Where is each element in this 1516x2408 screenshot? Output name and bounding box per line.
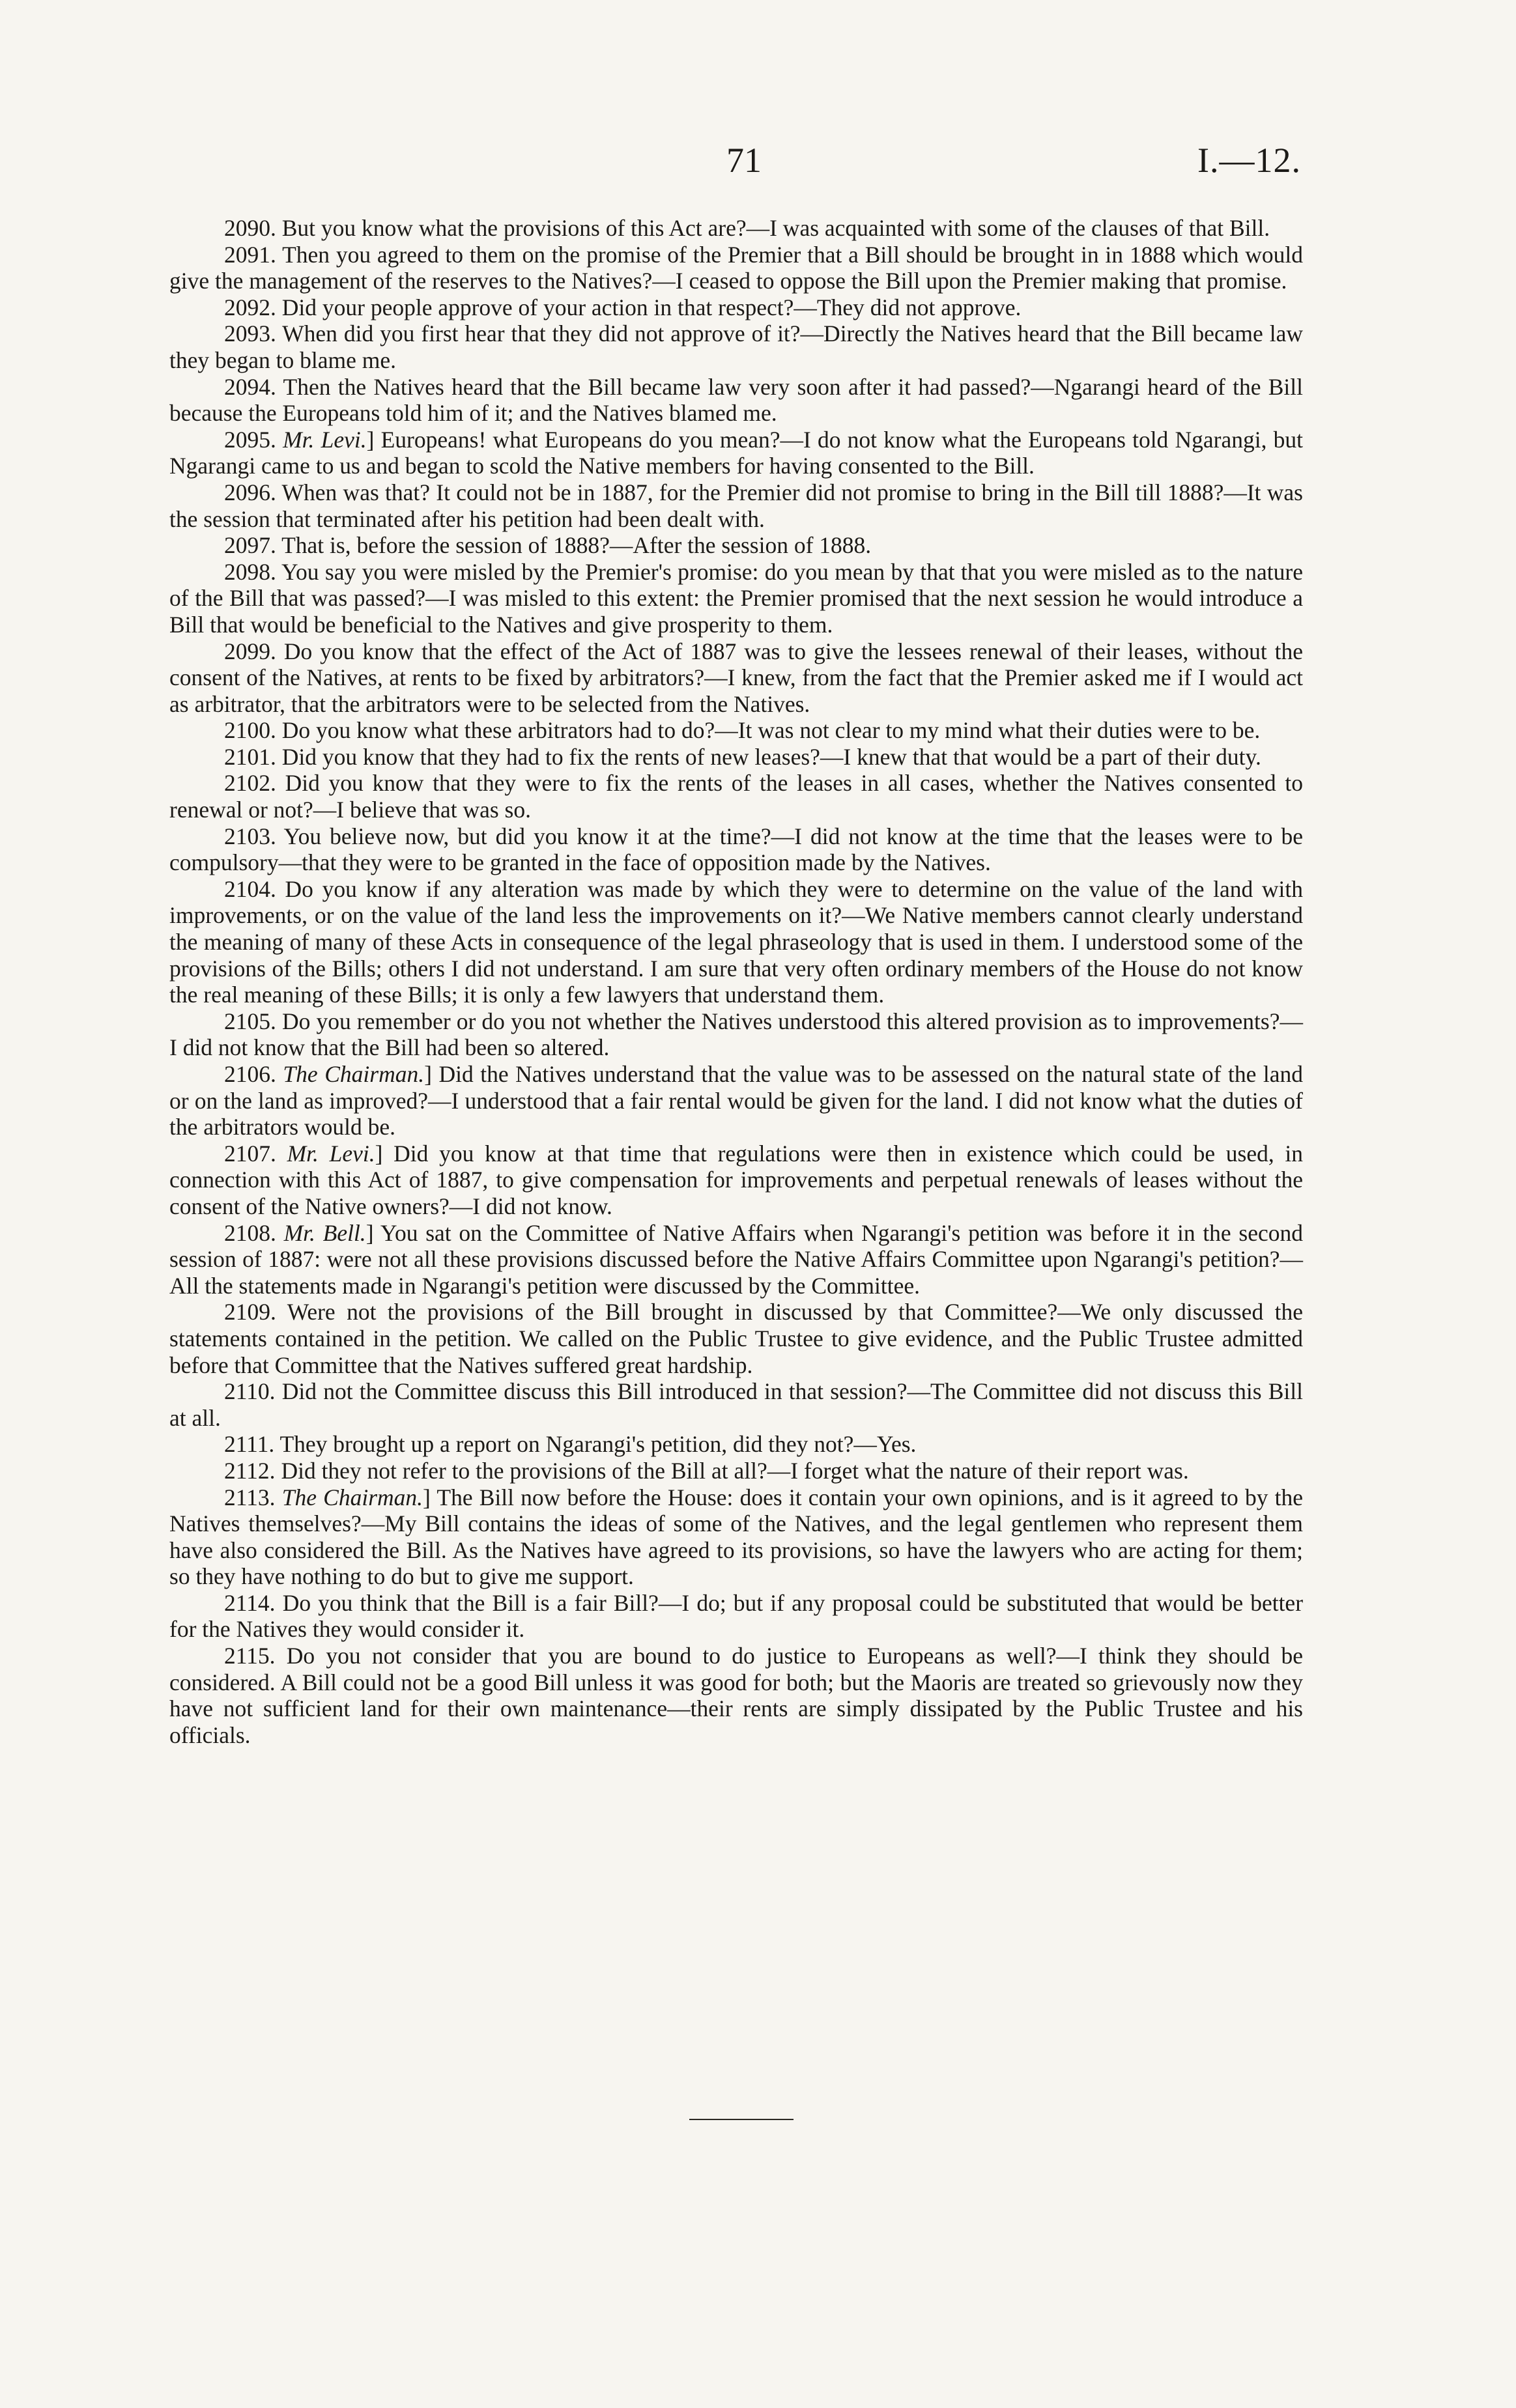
testimony-paragraph xyxy=(169,1458,1303,1484)
testimony-paragraph xyxy=(169,1590,1303,1643)
testimony-paragraph xyxy=(169,1220,1303,1299)
question-answer-text: You say you were misled by the Premier's promise: do you mean by that that you were misled as to the nature of the Bill that was passed?—I was misled to this extent: the Premier promised that the next session he would introduce a Bill that would be beneficial to the Natives and give prosperity to them. xyxy=(169,558,1303,638)
page-number: 71 xyxy=(726,141,762,180)
testimony-paragraph xyxy=(169,374,1303,427)
question-number: 2095. xyxy=(224,426,276,453)
question-number: 2098. xyxy=(224,558,276,585)
testimony-paragraph xyxy=(169,770,1303,823)
question-answer-text: Were not the provisions of the Bill brought in discussed by that Committee?—We only discussed the statements contained in the petition. We called on the Public Trustee to give evidence, and the Public Trustee admitted before that Committee that the Natives suffered great hardship. xyxy=(169,1299,1304,1378)
question-number: 2113. xyxy=(224,1484,276,1510)
question-answer-text: Do you remember or do you not whether the Natives understood this altered provision as to improvements?—I did not know that the Bill had been so altered. xyxy=(169,1008,1303,1061)
testimony-paragraph xyxy=(169,1643,1303,1748)
question-number: 2108. xyxy=(224,1219,276,1246)
question-number: 2092. xyxy=(224,294,276,320)
document-reference: I.—12. xyxy=(1197,141,1301,180)
question-number: 2097. xyxy=(224,532,276,559)
question-number: 2101. xyxy=(224,743,276,770)
question-number: 2103. xyxy=(224,823,276,849)
speaker-name: Mr. Levi. xyxy=(287,1140,375,1167)
question-number: 2110. xyxy=(224,1378,276,1405)
question-number: 2094. xyxy=(224,373,276,400)
question-number: 2090. xyxy=(224,215,276,241)
question-answer-text: Do you think that the Bill is a fair Bill?—I do; but if any proposal could be substituted that would be better for the Natives they would consider it. xyxy=(169,1589,1304,1643)
question-answer-text: Did you know at that time that regulations were then in existence which could be used, in connection with this Act of 1887, to give compensation for improvements and perpetual renewals of leases without the consent of the Native owners?—I did not know. xyxy=(169,1140,1304,1219)
testimony-paragraph xyxy=(169,1008,1303,1061)
closing-rule xyxy=(689,2119,794,2120)
testimony-paragraph xyxy=(169,1061,1303,1140)
question-answer-text: Do you know what these arbitrators had to do?—It was not clear to my mind what their duties were to be. xyxy=(281,717,1261,744)
testimony-paragraph xyxy=(169,320,1303,373)
question-number: 2099. xyxy=(224,638,276,664)
testimony-paragraph xyxy=(169,242,1303,294)
question-answer-text: When was that? It could not be in 1887, for the Premier did not promise to bring in the Bill till 1888?—It was the session that terminated after his petition had been dealt with. xyxy=(169,479,1304,532)
question-number: 2114. xyxy=(224,1589,276,1616)
speaker-name: Mr. Bell. xyxy=(283,1219,366,1246)
page-header xyxy=(0,140,1516,186)
testimony-paragraph xyxy=(169,744,1303,771)
testimony-paragraph xyxy=(169,717,1303,744)
question-answer-text: Then the Natives heard that the Bill became law very soon after it had passed?—Ngarangi heard of the Bill because the Europeans told him of it; and the Natives blamed me. xyxy=(169,373,1304,427)
testimony-paragraph xyxy=(169,1140,1303,1220)
question-answer-text: You sat on the Committee of Native Affairs when Ngarangi's petition was before it in the second session of 1887: were not all these provisions discussed before the Native Affairs Committee upon Ngarangi's petition?—All the statements made in Ngarangi's petition were discussed by the Committee. xyxy=(169,1219,1303,1299)
testimony-paragraph xyxy=(169,1484,1303,1590)
testimony-paragraph xyxy=(169,479,1303,532)
question-answer-text: Europeans! what Europeans do you mean?—I do not know what the Europeans told Ngarangi, but Ngarangi came to us and began to scold the Native members for having consented to the Bill. xyxy=(169,426,1304,479)
testimony-text xyxy=(169,215,1303,1748)
question-number: 2107. xyxy=(224,1140,276,1167)
question-number: 2115. xyxy=(224,1643,276,1669)
question-number: 2093. xyxy=(224,320,276,347)
testimony-paragraph xyxy=(169,427,1303,479)
question-answer-text: You believe now, but did you know it at the time?—I did not know at the time that the leases were to be compulsory—that they were to be granted in the face of opposition made by the Natives. xyxy=(169,823,1303,876)
question-answer-text: They brought up a report on Ngarangi's petition, did they not?—Yes. xyxy=(279,1431,917,1458)
question-answer-text: Did the Natives understand that the value was to be assessed on the natural state of the land or on the land as improved?—I understood that a fair rental would be given for the land. I did not know what the duties of the arbitrators would be. xyxy=(169,1061,1304,1140)
question-answer-text: Do you know that the effect of the Act of 1887 was to give the lessees renewal of their leases, without the consent of the Natives, at rents to be fixed by arbitrators?—I knew, from the fact that the Premier asked me if I would act as arbitrator, that the arbitrators were to be selected from the Natives. xyxy=(169,638,1304,717)
question-answer-text: Did you know that they had to fix the rents of new leases?—I knew that that would be a part of their duty. xyxy=(281,743,1261,770)
speaker-bracket: ] xyxy=(424,1061,432,1087)
question-number: 2091. xyxy=(224,241,276,268)
testimony-paragraph xyxy=(169,876,1303,1008)
question-number: 2102. xyxy=(224,770,276,797)
question-answer-text: Do you not consider that you are bound to do justice to Europeans as well?—I think they should be considered. A Bill could not be a good Bill unless it was good for both; but the Maoris are treated so grievously now they have not sufficient land for their own maintenance—their rents are simply dissipated by the Public Trustee and his officials. xyxy=(169,1643,1303,1748)
speaker-name: The Chairman. xyxy=(283,1061,425,1087)
question-number: 2100. xyxy=(224,717,276,744)
speaker-bracket: ] xyxy=(366,426,375,453)
testimony-paragraph xyxy=(169,1299,1303,1378)
question-answer-text: The Bill now before the House: does it contain your own opinions, and is it agreed to by the Natives themselves?—My Bill contains the ideas of some of the Natives, and the legal gentlemen who represent them have also considered the Bill. As the Natives have agreed to its provisions, so have the lawyers who are acting for them; so they have nothing to do but to give me support. xyxy=(169,1484,1304,1590)
question-answer-text: Then you agreed to them on the promise of the Premier that a Bill should be brought in in 1888 which would give the management of the reserves to the Natives?—I ceased to oppose the Bill upon the Premier making that promise. xyxy=(169,241,1303,294)
testimony-paragraph xyxy=(169,215,1303,242)
question-number: 2096. xyxy=(224,479,276,505)
testimony-paragraph xyxy=(169,638,1303,718)
testimony-paragraph xyxy=(169,559,1303,638)
speaker-name: The Chairman. xyxy=(281,1484,423,1510)
question-answer-text: That is, before the session of 1888?—After the session of 1888. xyxy=(281,532,872,559)
speaker-bracket: ] xyxy=(423,1484,431,1510)
question-answer-text: Did your people approve of your action in that respect?—They did not approve. xyxy=(281,294,1022,320)
testimony-paragraph xyxy=(169,532,1303,559)
question-number: 2111. xyxy=(224,1431,275,1458)
speaker-name: Mr. Levi. xyxy=(283,426,367,453)
speaker-bracket: ] xyxy=(365,1219,374,1246)
question-number: 2104. xyxy=(224,875,276,902)
speaker-bracket: ] xyxy=(375,1140,383,1167)
testimony-paragraph xyxy=(169,1378,1303,1431)
question-answer-text: Did they not refer to the provisions of the Bill at all?—I forget what the nature of their report was. xyxy=(281,1457,1189,1484)
question-answer-text: When did you first hear that they did not approve of it?—Directly the Natives heard that the Bill became law they began to blame me. xyxy=(169,320,1303,373)
testimony-paragraph xyxy=(169,1431,1303,1458)
testimony-paragraph xyxy=(169,294,1303,321)
testimony-paragraph xyxy=(169,823,1303,876)
question-answer-text: But you know what the provisions of this Act are?—I was acquainted with some of the clauses of that Bill. xyxy=(281,215,1270,241)
question-number: 2112. xyxy=(224,1457,276,1484)
question-number: 2105. xyxy=(224,1008,276,1034)
question-number: 2106. xyxy=(224,1061,276,1087)
question-answer-text: Do you know if any alteration was made by which they were to determine on the value of the land with improvements, or on the value of the land less the improvements on it?—We Native members cannot clearly understand the meaning of many of these Acts in consequence of the legal phraseology that is used in them. I understood some of the provisions of the Bills; others I did not understand. I am sure that very often ordinary members of the House do not know the real meaning of these Bills; it is only a few lawyers that understand them. xyxy=(169,875,1304,1008)
question-answer-text: Did not the Committee discuss this Bill introduced in that session?—The Committee did not discuss this Bill at all. xyxy=(169,1378,1304,1431)
question-answer-text: Did you know that they were to fix the rents of the leases in all cases, whether the Natives consented to renewal or not?—I believe that was so. xyxy=(169,770,1303,823)
question-number: 2109. xyxy=(224,1299,276,1325)
